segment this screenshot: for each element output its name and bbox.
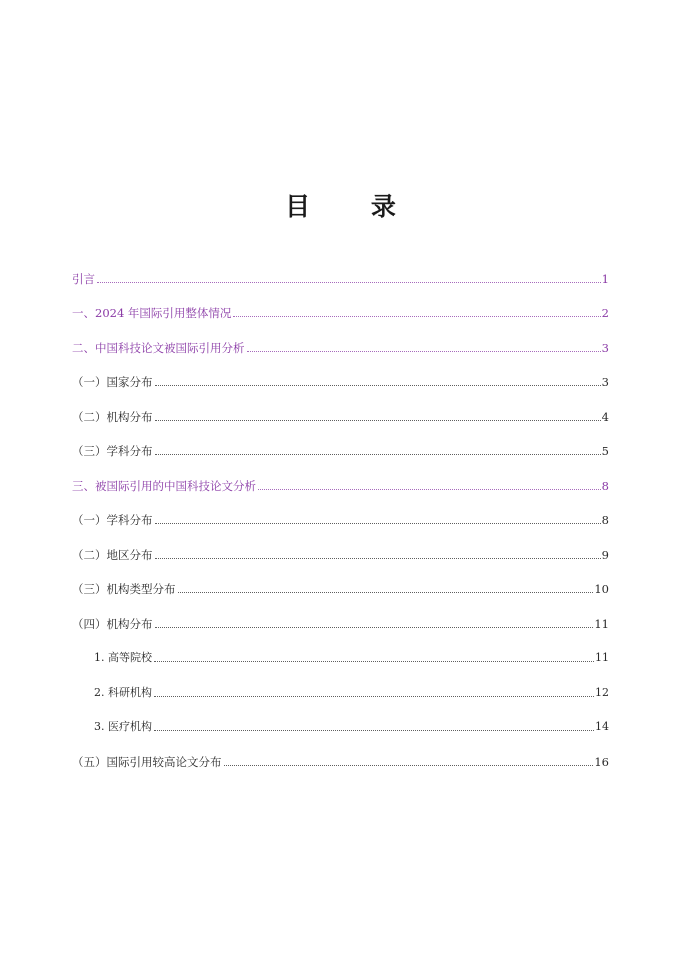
dot-leader bbox=[154, 730, 594, 731]
toc-entry-section-3[interactable] bbox=[72, 475, 609, 493]
toc-entry-section-3-4-3[interactable] bbox=[94, 716, 609, 734]
dot-leader bbox=[233, 316, 600, 317]
toc-entry-page-number: 14 bbox=[595, 720, 609, 733]
toc-entry-page-number: 8 bbox=[601, 513, 609, 527]
dot-leader bbox=[155, 558, 601, 559]
toc-entry-section-3-1[interactable] bbox=[72, 509, 609, 527]
toc-entry-page-number: 1 bbox=[601, 272, 609, 286]
toc-title: 目 录 bbox=[285, 192, 422, 221]
toc-entry-page-number: 16 bbox=[594, 755, 609, 769]
toc-entry-section-2[interactable] bbox=[72, 337, 609, 355]
toc-entry-section-3-4-2[interactable] bbox=[94, 682, 609, 700]
toc-entry-section-3-4-1[interactable] bbox=[94, 647, 609, 665]
toc-entry-page-number: 2 bbox=[601, 306, 609, 320]
toc-entry-label: （二）机构分布 bbox=[72, 410, 153, 424]
dot-leader bbox=[154, 696, 594, 697]
toc-entry-page-number: 3 bbox=[601, 341, 609, 355]
toc-entry-label: 1. 高等院校 bbox=[94, 651, 152, 664]
toc-entry-section-3-3[interactable] bbox=[72, 578, 609, 596]
toc-entry-label: 三、被国际引用的中国科技论文分析 bbox=[72, 479, 256, 493]
toc-entry-section-2-3[interactable] bbox=[72, 440, 609, 458]
toc-entry-section-2-1[interactable] bbox=[72, 371, 609, 389]
dot-leader bbox=[155, 420, 601, 421]
toc-entry-label: 一、2024 年国际引用整体情况 bbox=[72, 306, 232, 320]
toc-entry-label: （三）机构类型分布 bbox=[72, 582, 176, 596]
toc-entry-page-number: 4 bbox=[601, 410, 609, 424]
toc-entry-label: （一）学科分布 bbox=[72, 513, 153, 527]
dot-leader bbox=[154, 661, 594, 662]
dot-leader bbox=[155, 454, 601, 455]
toc-entry-introduction[interactable] bbox=[72, 268, 609, 286]
dot-leader bbox=[155, 385, 601, 386]
toc-entry-label: （三）学科分布 bbox=[72, 444, 153, 458]
toc-entry-page-number: 11 bbox=[595, 651, 609, 664]
toc-entry-page-number: 8 bbox=[601, 479, 609, 493]
toc-entry-page-number: 10 bbox=[594, 582, 609, 596]
toc-entry-section-3-5[interactable] bbox=[72, 751, 609, 769]
dot-leader bbox=[178, 592, 594, 593]
toc-entry-label: 3. 医疗机构 bbox=[94, 720, 152, 733]
toc-entry-section-3-2[interactable] bbox=[72, 544, 609, 562]
toc-entry-label: （二）地区分布 bbox=[72, 548, 153, 562]
dot-leader bbox=[97, 282, 601, 283]
dot-leader bbox=[258, 489, 601, 490]
toc-entry-label: （四）机构分布 bbox=[72, 617, 153, 631]
toc-entry-page-number: 5 bbox=[601, 444, 609, 458]
toc-entry-label: 二、中国科技论文被国际引用分析 bbox=[72, 341, 245, 355]
toc-entry-section-1[interactable] bbox=[72, 302, 609, 320]
toc-entry-label: （五）国际引用较高论文分布 bbox=[72, 755, 222, 769]
dot-leader bbox=[155, 523, 601, 524]
toc-entry-section-3-4[interactable] bbox=[72, 613, 609, 631]
toc-entry-page-number: 11 bbox=[594, 617, 609, 631]
dot-leader bbox=[247, 351, 601, 352]
toc-entry-page-number: 12 bbox=[595, 686, 609, 699]
toc-entry-label: 2. 科研机构 bbox=[94, 686, 152, 699]
toc-entry-label: 引言 bbox=[72, 272, 95, 286]
toc-entry-label: （一）国家分布 bbox=[72, 375, 153, 389]
toc-entry-page-number: 9 bbox=[601, 548, 609, 562]
dot-leader bbox=[224, 765, 594, 766]
dot-leader bbox=[155, 627, 594, 628]
toc-entry-page-number: 3 bbox=[601, 375, 609, 389]
toc-entry-section-2-2[interactable] bbox=[72, 406, 609, 424]
